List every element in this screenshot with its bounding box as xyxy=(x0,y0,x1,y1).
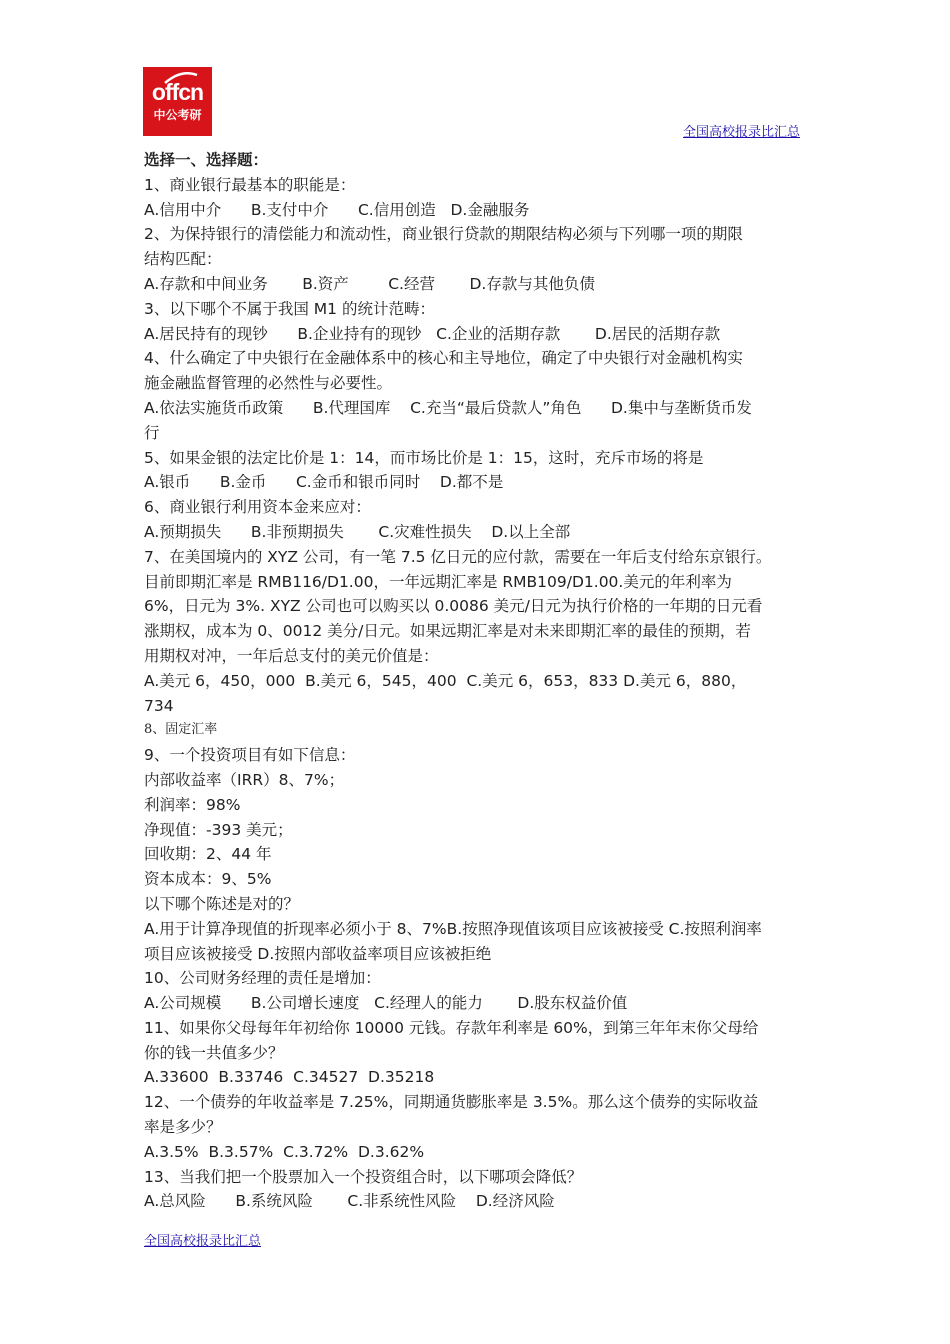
options-6: A.预期损失 B.非预期损失 C.灾难性损失 D.以上全部 xyxy=(144,522,571,541)
header-link[interactable]: 全国高校报录比汇总 xyxy=(682,125,800,140)
info-irr: 内部收益率（IRR）8、7%； xyxy=(144,770,345,789)
info-profit-rate: 利润率：98% xyxy=(144,795,241,814)
options-9: A.用于计算净现值的折现率必须小于 8、7%B.按照净现值该项目应该被接受 C.按照利润率 xyxy=(144,919,762,938)
info-npv: 净现值：-393 美元； xyxy=(144,820,293,839)
question-list xyxy=(144,148,808,1214)
info-payback: 回收期：2、44 年 xyxy=(144,845,272,864)
question-8: 8、固定汇率 xyxy=(144,722,218,738)
question-7: 7、在美国境内的 XYZ 公司，有一笔 7.5 亿日元的应付款，需要在一年后支付给东京银行。 xyxy=(144,547,772,566)
question-6: 6、商业银行利用资本金来应对： xyxy=(144,498,371,517)
question-11-cont: 你的钱一共值多少？ xyxy=(144,1043,284,1062)
question-10: 10、公司财务经理的责任是增加： xyxy=(144,969,381,988)
question-9: 9、一个投资项目有如下信息： xyxy=(144,746,356,765)
options-11: A.33600 B.33746 C.34527 D.35218 xyxy=(144,1068,435,1087)
question-13: 13、当我们把一个股票加入一个投资组合时，以下哪项会降低？ xyxy=(144,1167,583,1186)
question-9-prompt: 以下哪个陈述是对的？ xyxy=(144,894,300,913)
question-1: 1、商业银行最基本的职能是： xyxy=(144,175,356,194)
question-7-cont-1: 目前即期汇率是 RMB116/D1.00，一年远期汇率是 RMB109/D1.00.美元的年利率为 xyxy=(144,572,732,591)
section-heading: 选择一、选择题： xyxy=(144,151,269,169)
options-13: A.总风险 B.系统风险 C.非系统性风险 D.经济风险 xyxy=(144,1192,555,1211)
question-2-cont: 结构匹配： xyxy=(144,250,222,269)
question-4: 4、什么确定了中央银行在金融体系中的核心和主导地位，确定了中央银行对金融机构实 xyxy=(144,349,743,368)
options-1: A.信用中介 B.支付中介 C.信用创造 D.金融服务 xyxy=(144,200,530,219)
options-10: A.公司规模 B.公司增长速度 C.经理人的能力 D.股东权益价值 xyxy=(144,994,628,1013)
options-4: A.依法实施货币政策 B.代理国库 C.充当“最后贷款人”角色 D.集中与垄断货币发 xyxy=(144,398,752,417)
options-7: A.美元 6，450，000 B.美元 6，545，400 C.美元 6，653，833 D.美元 6，880， xyxy=(144,671,747,690)
question-4-cont: 施金融监督管理的必然性与必要性。 xyxy=(144,374,393,393)
question-12-cont: 率是多少？ xyxy=(144,1118,222,1137)
options-9-cont: 项目应该被接受 D.按照内部收益率项目应该被拒绝 xyxy=(144,944,492,963)
options-5: A.银币 B.金币 C.金币和银币同时 D.都不是 xyxy=(144,473,504,492)
footer-link[interactable]: 全国高校报录比汇总 xyxy=(144,1234,262,1249)
question-7-cont-2: 6%，日元为 3%. XYZ 公司也可以购买以 0.0086 美元/日元为执行价格的一年期的日元看 xyxy=(144,597,763,616)
offcn-logo xyxy=(143,67,212,136)
logo-swoosh-icon xyxy=(163,71,199,85)
info-cost-of-capital: 资本成本：9、5% xyxy=(144,870,272,889)
question-3: 3、以下哪个不属于我国 M1 的统计范畴： xyxy=(144,299,435,318)
options-7-cont: 734 xyxy=(144,696,174,715)
logo-subtitle: 中公考研 xyxy=(153,108,202,122)
options-12: A.3.5% B.3.57% C.3.72% D.3.62% xyxy=(144,1142,425,1161)
question-2: 2、为保持银行的清偿能力和流动性，商业银行贷款的期限结构必须与下列哪一项的期限 xyxy=(144,225,743,244)
question-12: 12、一个债券的年收益率是 7.25%，同期通货膨胀率是 3.5%。那么这个债券的实际收益 xyxy=(144,1093,759,1112)
question-11: 11、如果你父母每年年初给你 10000 元钱。存款年利率是 60%，到第三年年末你父母给 xyxy=(144,1018,759,1037)
question-5: 5、如果金银的法定比价是 1：14，而市场比价是 1：15，这时，充斥市场的将是 xyxy=(144,448,704,467)
question-7-cont-3: 涨期权，成本为 0、0012 美分/日元。如果远期汇率是对未来即期汇率的最佳的预期，若 xyxy=(144,622,751,641)
options-2: A.存款和中间业务 B.资产 C.经营 D.存款与其他负债 xyxy=(144,274,595,293)
question-7-cont-4: 用期权对冲，一年后总支付的美元价值是： xyxy=(144,646,439,665)
options-4-cont: 行 xyxy=(144,423,160,442)
options-3: A.居民持有的现钞 B.企业持有的现钞 C.企业的活期存款 D.居民的活期存款 xyxy=(144,324,721,343)
logo-brand: offcn xyxy=(151,79,204,105)
